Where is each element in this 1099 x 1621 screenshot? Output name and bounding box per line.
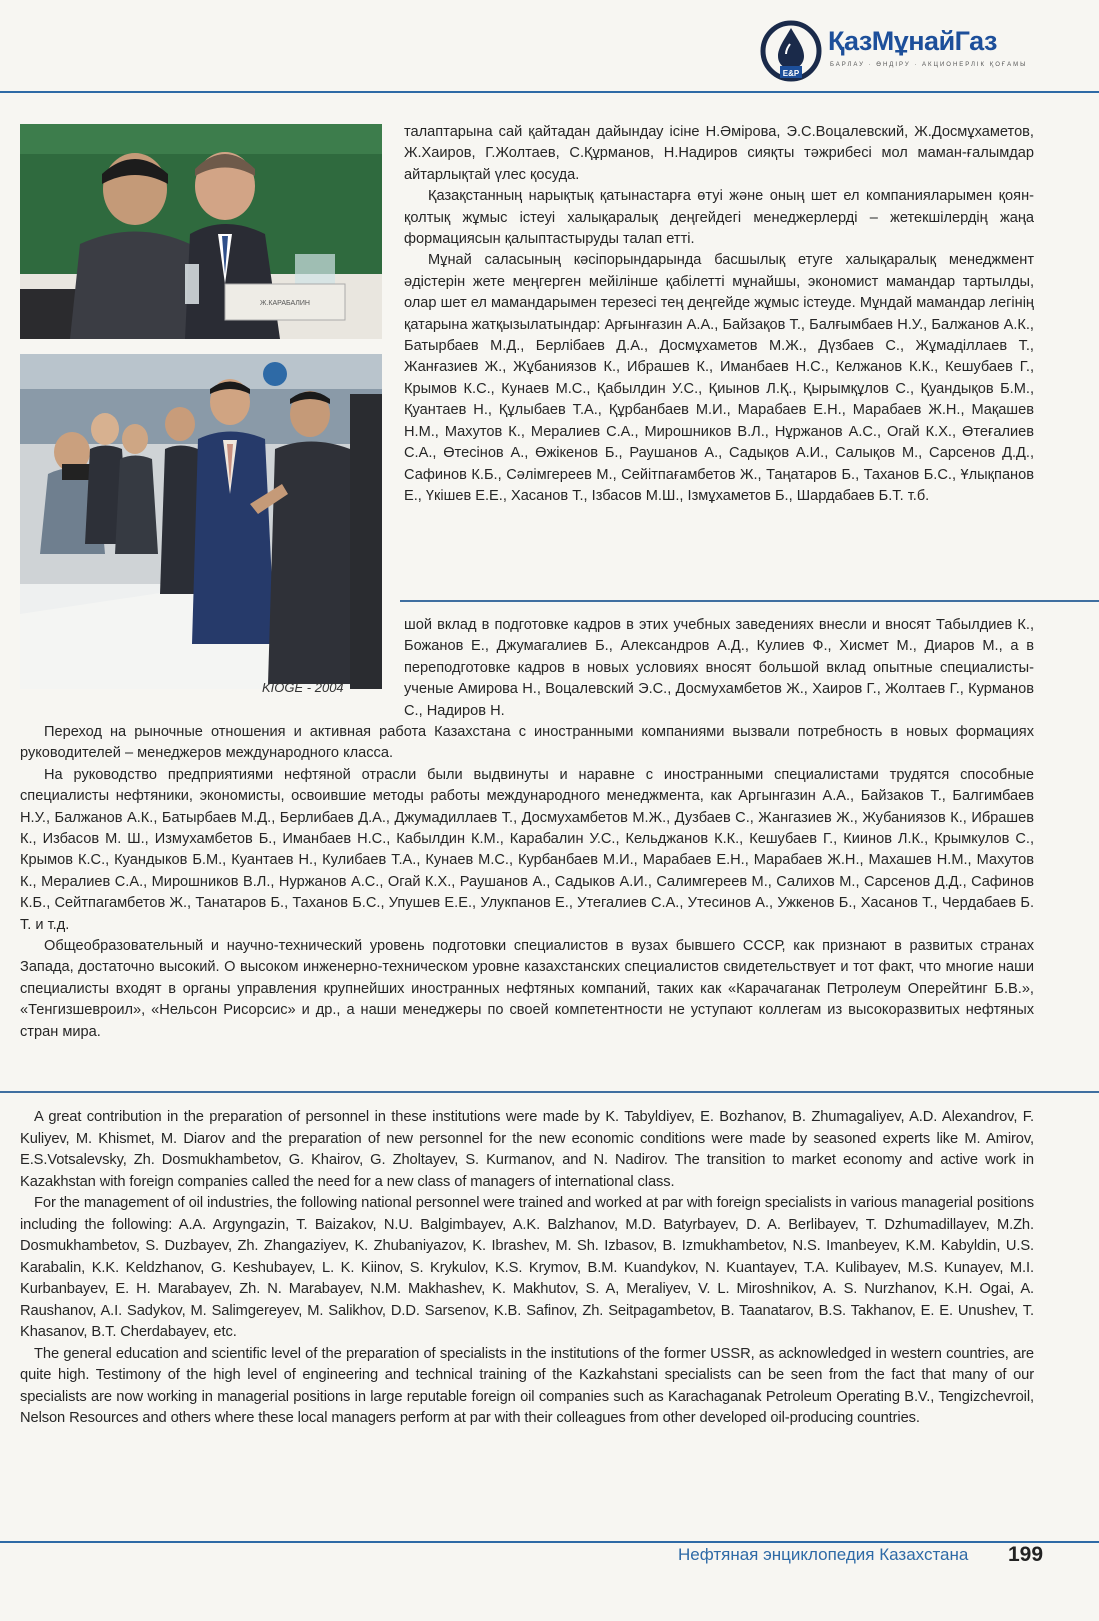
meeting-photo <box>20 124 382 339</box>
russian-text-full-width <box>20 722 1034 1043</box>
photo-caption: KIOGE - 2004 <box>262 680 344 695</box>
nameplate-text: Ж.КАРАБАЛИН <box>260 300 310 307</box>
section-divider <box>400 600 1099 602</box>
language-divider <box>0 1091 1099 1093</box>
page-number: 199 <box>1008 1543 1044 1566</box>
english-text-block <box>20 1107 1034 1430</box>
logo-wordmark: ҚазМұнайГаз <box>828 26 997 56</box>
english-paragraph: A great contribution in the preparation of personnel in these institutions were made by K. Tabyldiyev, E. Bozhanov, B. Zhumagaliyev, A.D. Alexandrov, F. Kuliyev, M. Khismet, M. Diarov and the preparation of new personnel for the new economic conditions were made by seasoned experts like M. Amirov, E.S.Votsalevsky, Zh. Dosmukhambetov, G. Khairov, G. Zholtayev, S. Kurmanov, and N. Nadirov. The transition to market economy and active work in Kazakhstan with foreign companies called the need for a new class of managers of international class. <box>20 1109 1034 1190</box>
russian-text-column <box>404 615 1034 722</box>
svg-text:E&P: E&P <box>782 69 800 78</box>
english-paragraph: The general education and scientific level of the preparation of specialists in the institutions of the former USSR, as acknowledged in western countries, are quite high. Testimony of the high level of engineering and technical training of the Kazkahstani specialists can be seen from the fact that many of our specialists are now working in managerial positions in large reputable foreign oil companies such as Karachaganak Petroleum Operating B.V., Tengizchevroil, Nelson Resources and others where these local managers perform at par with their colleagues from other developed oil-producing countries. <box>20 1345 1034 1426</box>
footer-rule <box>0 1541 1099 1543</box>
russian-paragraph: Общеобразовательный и научно-технический уровень подготовки специалистов в вузах бывшего СССР, как признают в развитых странах Запада, достаточно высокий. О высоком инженерно-техническом уровне казахстанских специалистов свидетельствует и тот факт, что многие наши специалисты входят в органы управления крупнейших иностранных нефтяных компаний, таких как «Карачаганак Петролеум Оперейтинг Б.В.», «Тенгизшевроил», «Нельсон Рисорсис» и др., а наши менеджеры по своей компетентности не уступают коллегам из высокоразвитых нефтяных стран мира. <box>20 938 1034 1040</box>
kazakh-paragraph: Мұнай саласының кәсіпорындарында басшылық етуге халықаралық менеджмент әдістерін жете меңгерген мейілінше қабілетті мұнайшы, экономист мамандар тартылды, олар шет ел мамандарымен терезесі тең деңгейде жұмыс істеуде. Мұндай мамандар легінің қатарына жатқызылатындар: Арғынғазин А.А., Байзақов Т., Балғымбаев Н.У., Балжанов А.К., Батырбаев М.Д., Берлібаев Д.А., Досмұхаметов М.Ж., Дүзбаев С., Жұмаділлаев Т., Жанғазиев Ж., Жұбаниязов К., Ибрашев К., Иманбаев Н.С., Келжанов К.К., Кешубаев Г., Крымов К.С., Кунаев М.С., Қабылдин У.С., Қиынов Л.Қ., Қырымқұлов С., Қуандықов Б.М., Қуантаев Н., Құлыбаев Т.А., Құрбанбаев М.И., Марабаев Е.Н., Марабаев Ж.Н., Мақашев Н.М., Махутов К., Мералиев С.А., Мирошников В.Л., Нұржанов А.С., Огай К.Х., Өтеғалиев С.А., Өтесінов А., Өжікенов Б., Раушанов А., Садықов А.И., Салықов М., Сарсенов Д.Д., Сафинов К.Б., Сәлімгереев М., Сейітпағамбетов Ж., Таңатаров Б., Таханов Б.С., Ұлықпанов Е., Үкішев Е.Е., Хасанов Т., Ізбасов М.Ш., Ізмұхаметов Б., Шардабаев Б.Т. т.б. <box>404 252 1034 504</box>
russian-paragraph: Переход на рыночные отношения и активная работа Казахстана с иностранными компаниями вызвали потребность в новых формациях руководителей – менеджеров международного класса. <box>20 724 1034 762</box>
exhibition-photo <box>20 354 382 689</box>
russian-paragraph: шой вклад в подготовке кадров в этих учебных заведениях внесли и вносят Табылдиев К., Божанов Е., Джумагалиев Б., Александров А.Д., Кулиев Ф., Хисмет М., Диаров М., а в переподготовке кадров в новых условиях вносят большой вклад опытные специалисты-ученые Амирова Н., Воцалевский Э.С., Досмухамбетов Ж., Хаиров Г., Жолтаев Г., Курманов С., Надиров Н. <box>404 617 1034 719</box>
exhibition-photo-image <box>20 354 382 689</box>
russian-paragraph: На руководство предприятиями нефтяной отрасли были выдвинуты и наравне с иностранными специалистами трудятся способные специалисты нефтяники, экономисты, освоившие методы работы международного менеджмента, как Аргынгазин А.А., Байзаков Т., Балгимбаев Н.У., Балжанов А.К., Батырбаев М.Д., Берлибаев Д.А., Джумадиллаев Т., Досмухамбетов М.Ж., Дузбаев С., Жангазиев Ж., Жубаниязов К., Ибрашев К., Избасов М. Ш., Измухамбетов Б., Иманбаев Н.С., Кабылдин К.М., Карабалин У.С., Кельджанов К.К., Кешубаев Г., Киинов Л.К., Крымкулов С., Крымов К.С., Куандыков Б.М., Куантаев Н., Кулибаев Т.А., Кунаев М.С., Курбанбаев М.И., Марабаев Е.Н., Марабаев Ж.Н., Махашев Н.М., Махутов К., Мералиев С.А., Мирошников В.Л., Нуржанов А.С., Огай К.Х., Раушанов А., Садыков А.И., Салимгереев М., Салихов М., Сарсенов Д.Д., Сафинов К.Б., Сейтпагамбетов Ж., Танатаров Б., Таханов Б.С., Упушев Е.Е., Улукпанов Е., Утегалиев С.А., Утесинов А., Ужкенов Б., Хасанов Т., Чердабаев Б. Т. и т.д. <box>20 766 1034 933</box>
kazakh-paragraph: Қазақстанның нарықтық қатынастарға өтуі және оның шет ел компанияларымен қоян-қолтық жұмыс істеуі халықаралық деңгейдегі менеджерлерді – жетекшілердің жаңа формациясын қалыптастыруды талап етті. <box>404 188 1034 248</box>
oil-drop-emblem-icon <box>760 20 822 82</box>
kazakh-text-column <box>404 122 1034 507</box>
kazakh-paragraph: талаптарына сай қайтадан дайындау ісіне Н.Әмірова, Э.С.Воцалевский, Ж.Досмұхаметов, Ж.Хаиров, Г.Жолтаев, С.Құрманов, Н.Надиров сияқты тәжрибесі мол маман-ғалымдар айтарлықтай үлес қосуда. <box>404 124 1034 183</box>
company-logo <box>760 20 1060 84</box>
english-paragraph: For the management of oil industries, the following national personnel were trained and worked at par with foreign specialists in various managerial positions including the following: A.A. Argyngazin, T. Baizakov, N.U. Balgimbayev, A.K. Balzhanov, M.D. Batyrbayev, D. A. Berlibayev, T. Dzhumadillayev, M.Zh. Dosmukhambetov, S. Duzbayev, Zh. Zhangaziyev, K. Zhubaniyazov, K. Ibrashev, M. Sh. Izbasov, B. Izmukhambetov, N.S. Imanbeyev, K.M. Kabyldin, U.S. Karabalin, K.K. Keldzhanov, G. Keshubayev, L. K. Kiinov, S. Krykulov, K.S. Krymov, B.M. Kuandykov, N. Kuantayev, T.A. Kulibayev, M.S. Kunayev, M.I. Kurbanbayev, E. H. Marabayev, Zh. N. Marabayev, N.M. Makhashev, K. Makhutov, S. A, Meraliyev, V. L. Miroshnikov, A. S. Nurzhanov, K.H. Ogai, A. Raushanov, A.I. Sadykov, M. Salimgereyev, M. Salikhov, D.D. Sarsenov, K.B. Safinov, Zh. Seitpagambetov, B. Taanatarov, B.S. Takhanov, E. E. Unushev, T. Khasanov, B.T. Cherdabayev, etc. <box>20 1195 1034 1340</box>
logo-subtitle: БАРЛАУ · ӨНДІРУ · АКЦИОНЕРЛІК ҚОҒАМЫ <box>830 62 1028 68</box>
header-rule <box>0 91 1099 93</box>
footer-publication-title: Нефтяная энциклопедия Казахстана <box>678 1545 969 1564</box>
meeting-photo-image <box>20 124 382 339</box>
